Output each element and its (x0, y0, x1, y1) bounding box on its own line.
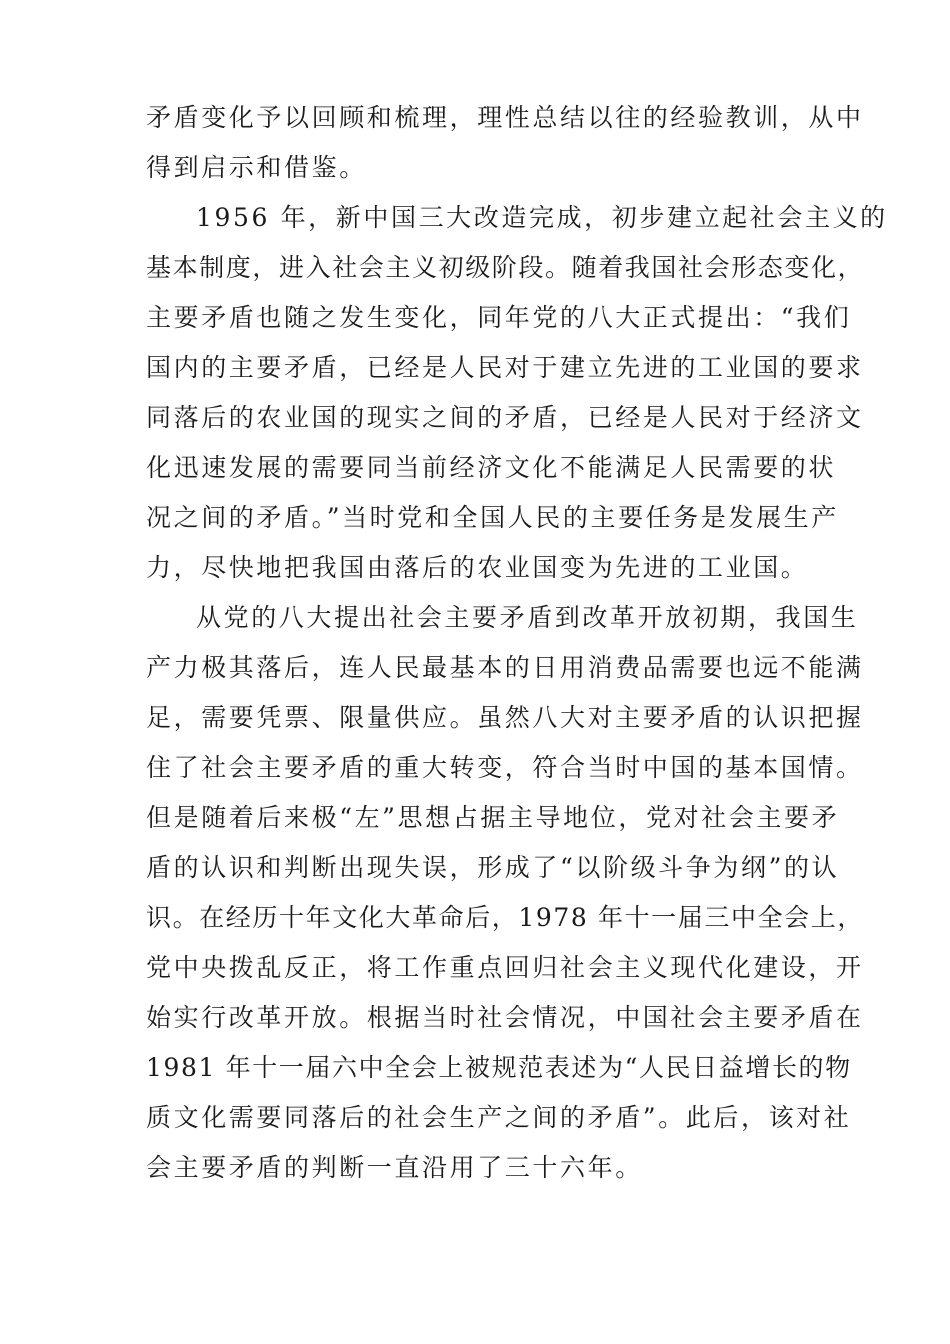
text-line: 基本制度，进入社会主义初级阶段。随着我国社会形态变化， (146, 253, 865, 282)
text-line: 矛盾变化予以回顾和梳理，理性总结以往的经验教训，从中 (146, 103, 864, 132)
text-line: 盾的认识和判断出现失误，形成了“以阶级斗争为纲”的认 (146, 853, 840, 882)
text-line: 始实行改革开放。根据当时社会情况，中国社会主要矛盾在 (146, 1003, 864, 1032)
text-line: 1981 年十一届六中全会上被规范表述为“人民日益增长的物 (146, 1053, 852, 1082)
text-line: 同落后的农业国的现实之间的矛盾，已经是人民对于经济文 (146, 403, 864, 432)
paragraph-start-line: 从党的八大提出社会主要矛盾到改革开放初期，我国生 (196, 603, 859, 632)
text-line: 化迅速发展的需要同当前经济文化不能满足人民需要的状 (146, 453, 837, 482)
text-line: 主要矛盾也随之发生变化，同年党的八大正式提出：“我们 (146, 303, 852, 332)
text-line: 况之间的矛盾。”当时党和全国人民的主要任务是发展生产 (146, 503, 839, 532)
text-line: 得到启示和借鉴。 (146, 153, 367, 182)
text-line: 足，需要凭票、限量供应。虽然八大对主要矛盾的认识把握 (146, 703, 864, 732)
text-line: 但是随着后来极“左”思想占据主导地位，党对社会主要矛 (146, 803, 840, 832)
text-line: 党中央拨乱反正，将工作重点回归社会主义现代化建设，开 (146, 953, 864, 982)
text-line: 会主要矛盾的判断一直沿用了三十六年。 (146, 1153, 643, 1182)
paragraph-start-line: 1956 年，新中国三大改造完成，初步建立起社会主义的 (196, 203, 888, 232)
text-line: 力，尽快地把我国由落后的农业国变为先进的工业国。 (146, 553, 809, 582)
text-line: 国内的主要矛盾，已经是人民对于建立先进的工业国的要求 (146, 353, 864, 382)
text-line: 识。在经历十年文化大革命后，1978 年十一届三中全会上， (146, 903, 864, 932)
text-line: 住了社会主要矛盾的重大转变，符合当时中国的基本国情。 (146, 753, 864, 782)
text-line: 产力极其落后，连人民最基本的日用消费品需要也远不能满 (146, 653, 864, 682)
text-line: 质文化需要同落后的社会生产之间的矛盾”。此后，该对社 (146, 1103, 852, 1132)
